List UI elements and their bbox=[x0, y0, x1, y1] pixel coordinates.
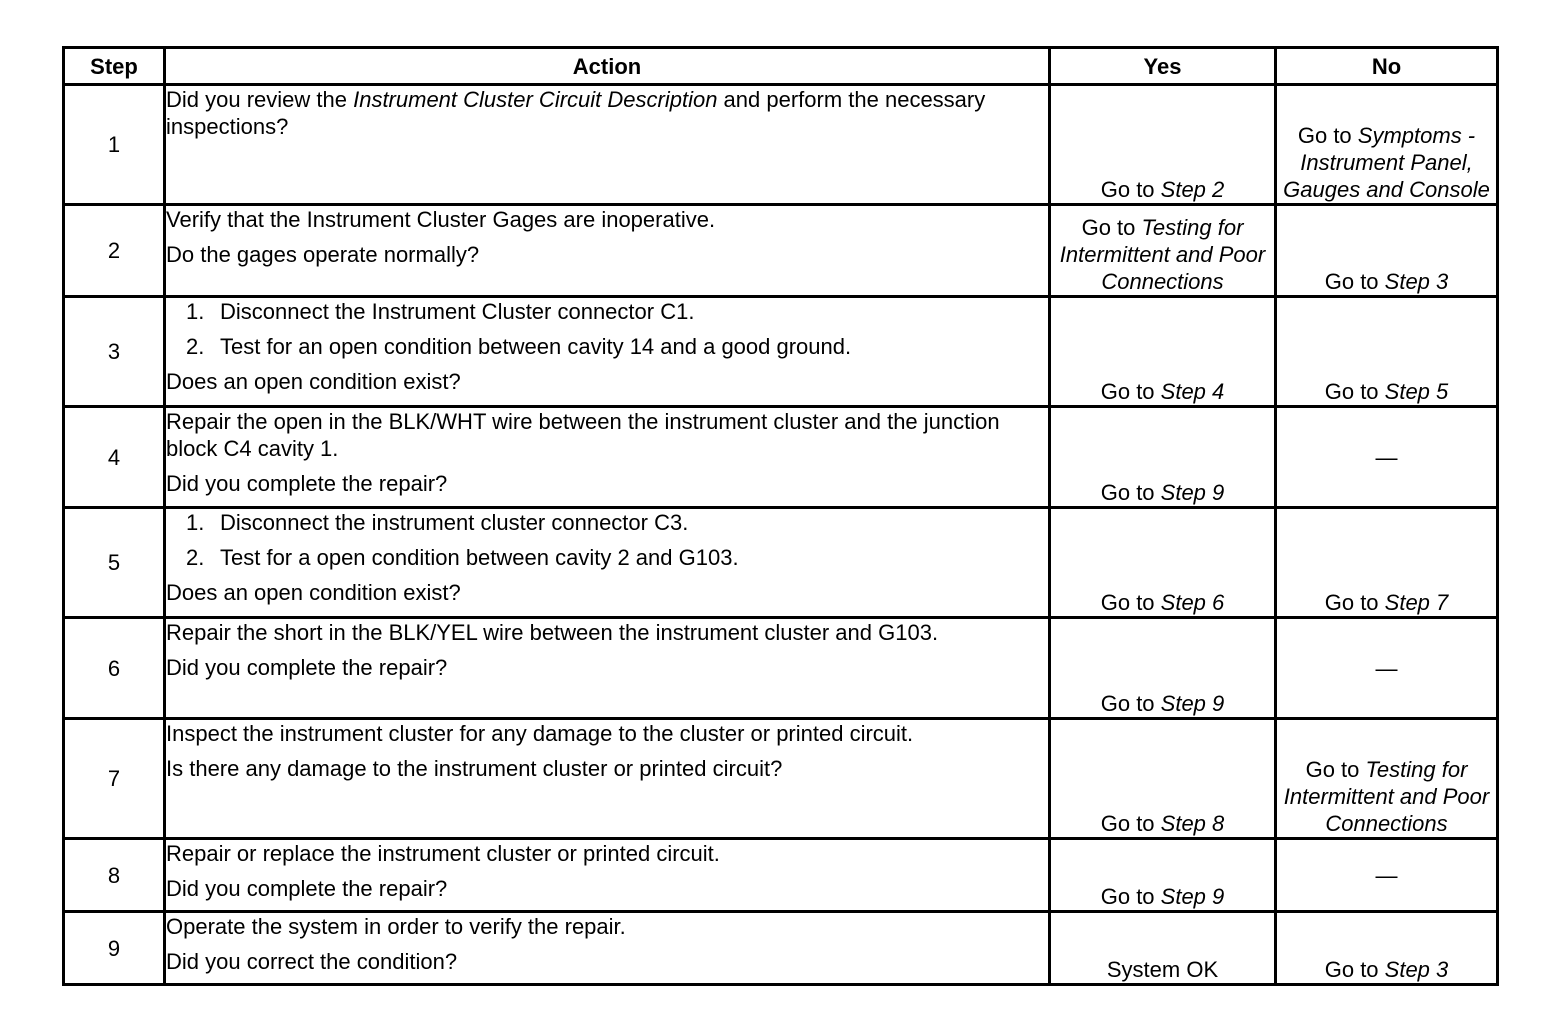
table-row bbox=[64, 508, 1498, 618]
diagnostic-table bbox=[62, 46, 1499, 986]
table-row bbox=[64, 297, 1498, 407]
action-cell bbox=[165, 85, 1050, 205]
action-instruction: Verify that the Instrument Cluster Gages are inoperative. bbox=[166, 207, 716, 232]
action-instruction: Inspect the instrument cluster for any damage to the cluster or printed circuit. bbox=[166, 721, 914, 746]
step-number: 4 bbox=[64, 407, 165, 508]
step-number: 6 bbox=[64, 618, 165, 719]
header-step: Step bbox=[64, 48, 165, 85]
table-row bbox=[64, 407, 1498, 508]
numbered-item: 2. Test for an open condition between cavity 14 and a good ground. bbox=[186, 334, 852, 359]
table-row bbox=[64, 719, 1498, 839]
header-yes: Yes bbox=[1050, 48, 1276, 85]
step-link: Step 7 bbox=[1384, 590, 1449, 615]
action-cell bbox=[165, 297, 1050, 407]
yes-cell: Go to Step 9 bbox=[1050, 407, 1276, 508]
action-question: Do the gages operate normally? bbox=[166, 242, 480, 267]
step-number: 5 bbox=[64, 508, 165, 618]
no-cell-empty: — bbox=[1276, 839, 1498, 912]
no-cell-empty: — bbox=[1276, 618, 1498, 719]
action-question: Does an open condition exist? bbox=[166, 369, 461, 394]
step-number: 7 bbox=[64, 719, 165, 839]
procedure-link: Testing for Intermittent and Poor Connections bbox=[1283, 757, 1490, 836]
action-cell bbox=[165, 407, 1050, 508]
step-number: 9 bbox=[64, 912, 165, 985]
step-link: Step 4 bbox=[1160, 379, 1225, 404]
numbered-item: 2. Test for a open condition between cavity 2 and G103. bbox=[186, 545, 739, 570]
action-cell bbox=[165, 205, 1050, 297]
action-question: Did you complete the repair? bbox=[166, 471, 448, 496]
no-cell: Go to Step 5 bbox=[1276, 297, 1498, 407]
yes-cell: Go to Step 9 bbox=[1050, 618, 1276, 719]
step-number: 8 bbox=[64, 839, 165, 912]
no-cell: Go to Step 3 bbox=[1276, 912, 1498, 985]
step-number: 1 bbox=[64, 85, 165, 205]
action-instruction: Repair the short in the BLK/YEL wire between the instrument cluster and G103. bbox=[166, 620, 939, 645]
step-link: Step 5 bbox=[1384, 379, 1449, 404]
no-cell-empty: — bbox=[1276, 407, 1498, 508]
action-cell bbox=[165, 912, 1050, 985]
step-link: Step 9 bbox=[1160, 480, 1225, 505]
no-cell: Go to Step 3 bbox=[1276, 205, 1498, 297]
no-cell: Go to Symptoms - Instrument Panel, Gauges and Console bbox=[1276, 85, 1498, 205]
action-text: Did you review the Instrument Cluster Circuit Description and perform the necessary inspections? bbox=[166, 87, 986, 139]
action-question: Did you complete the repair? bbox=[166, 655, 448, 680]
yes-cell: System OK bbox=[1050, 912, 1276, 985]
step-link: Step 8 bbox=[1160, 811, 1225, 836]
action-instruction: Operate the system in order to verify the repair. bbox=[166, 914, 626, 939]
table-row bbox=[64, 839, 1498, 912]
action-question: Did you correct the condition? bbox=[166, 949, 458, 974]
numbered-item: 1. Disconnect the instrument cluster connector C3. bbox=[186, 510, 689, 535]
yes-cell: Go to Step 2 bbox=[1050, 85, 1276, 205]
step-link: Step 9 bbox=[1160, 884, 1225, 909]
no-cell: Go to Testing for Intermittent and Poor Connections bbox=[1276, 719, 1498, 839]
step-number: 2 bbox=[64, 205, 165, 297]
action-question: Did you complete the repair? bbox=[166, 876, 448, 901]
step-link: Step 3 bbox=[1384, 957, 1449, 982]
action-cell bbox=[165, 618, 1050, 719]
procedure-link: Symptoms - Instrument Panel, Gauges and Console bbox=[1283, 123, 1490, 202]
numbered-item: 1. Disconnect the Instrument Cluster connector C1. bbox=[186, 299, 695, 324]
procedure-link: Testing for Intermittent and Poor Connections bbox=[1059, 215, 1266, 294]
action-question: Is there any damage to the instrument cluster or printed circuit? bbox=[166, 756, 783, 781]
yes-cell: Go to Step 6 bbox=[1050, 508, 1276, 618]
yes-cell: Go to Testing for Intermittent and Poor Connections bbox=[1050, 205, 1276, 297]
step-link: Step 3 bbox=[1384, 269, 1449, 294]
yes-cell: Go to Step 4 bbox=[1050, 297, 1276, 407]
header-no: No bbox=[1276, 48, 1498, 85]
action-instruction: Repair the open in the BLK/WHT wire between the instrument cluster and the junction block C4 cavity 1. bbox=[166, 409, 1000, 461]
table-row bbox=[64, 912, 1498, 985]
yes-cell: Go to Step 8 bbox=[1050, 719, 1276, 839]
action-cell bbox=[165, 719, 1050, 839]
action-question: Does an open condition exist? bbox=[166, 580, 461, 605]
table-row bbox=[64, 205, 1498, 297]
header-action: Action bbox=[165, 48, 1050, 85]
header-row bbox=[64, 48, 1498, 85]
action-cell bbox=[165, 508, 1050, 618]
table-row bbox=[64, 618, 1498, 719]
action-instruction: Repair or replace the instrument cluster or printed circuit. bbox=[166, 841, 720, 866]
yes-cell: Go to Step 9 bbox=[1050, 839, 1276, 912]
table-row bbox=[64, 85, 1498, 205]
step-number: 3 bbox=[64, 297, 165, 407]
step-link: Step 6 bbox=[1160, 590, 1225, 615]
action-cell bbox=[165, 839, 1050, 912]
step-link: Step 9 bbox=[1160, 691, 1225, 716]
no-cell: Go to Step 7 bbox=[1276, 508, 1498, 618]
step-link: Step 2 bbox=[1160, 177, 1225, 202]
